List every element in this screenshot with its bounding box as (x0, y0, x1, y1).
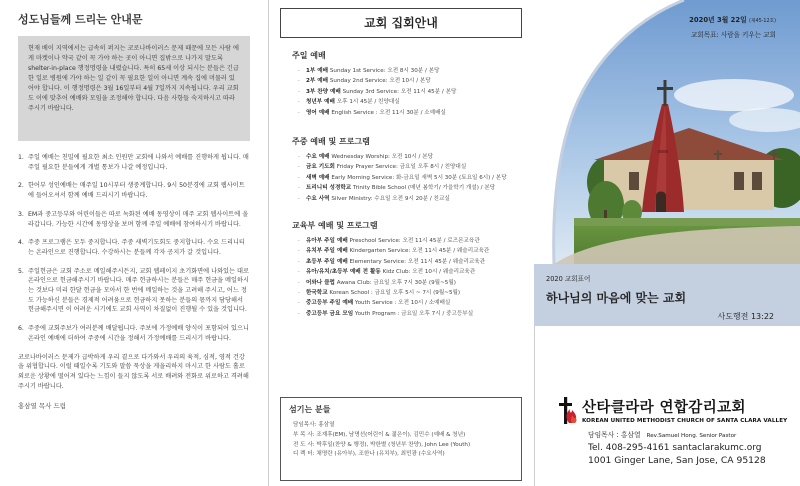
schedule-title: 교회 집회안내 (364, 16, 438, 30)
schedule-item-detail: English Service : 오전 11시 30분 / 소예배실 (331, 109, 446, 116)
schedule-item: · 중고등부 금요 모임 Youth Program : 금요일 오후 7시 / 중고등부실 (298, 310, 474, 317)
cross-and-flame-icon (556, 396, 580, 426)
schedule-item: · 초등부 주일 예배 Elementary Service: 오전 11시 45분 / 웨슬리교육관 (298, 258, 486, 265)
section-title: 교육부 예배 및 프로그램 (292, 221, 378, 230)
schedule-item-name: 수요 사역 (306, 195, 330, 202)
notice-intro-box (18, 36, 250, 141)
section-title: 주중 예배 및 프로그램 (292, 137, 370, 146)
church-motto: 교회목표: 사람을 키우는 교회 (691, 31, 776, 39)
notice-item (18, 210, 250, 229)
schedule-item-name: 청년부 예배 (306, 99, 335, 106)
schedule-item-detail: Wednesday Worship: 오전 10시 / 본당 (331, 154, 434, 160)
schedule-item-detail: Awana Club: 금요일 오후 7시 30분 (9월~5월) (336, 279, 456, 286)
schedule-item-detail: Youth Program : 금요일 오후 7시 / 중고등부실 (354, 310, 474, 317)
schedule-item: · 영어 예배 English Service : 오전 11시 30분 / 소예배실 (298, 109, 446, 116)
church-photo-image (534, 0, 800, 264)
notice-item-text: 주일헌금은 교회 주소로 메일해주시든지, 교회 웹페이지 초기화면에 나와있는 대로 온라인으로 헌금해주시기 바랍니다. 매주 헌금하시는 분들은 매주 헌금을 메일하시는 것보다 미리 한달 헌금을 모아서 한 번에 메일하는 것을 고려해 주시고, 어느 정도 가능하신 분들은 경제적 어려움으로 헌금하지 못하는 분들의 몫까지 담당해서 헌금해주시면 이 어려운 시기에도 교회 사역이 차질없이 진행될 수 있을 것입니다. (28, 267, 249, 314)
schedule-item-name: 2부 예배 (306, 78, 329, 85)
notice-signature: 홍삼열 목사 드림 (18, 402, 67, 411)
notice-item-number: 3. (18, 210, 24, 218)
schedule-item-detail: Silver Ministry: 수요일 오전 9시 20분 / 친교실 (331, 195, 450, 202)
notice-closing: 코로나바이러스 문제가 급박하게 우리 곁으로 다가와서 우리의 육적, 심적, 영적 건강을 위협합니다. 이럴 때일수록 기도와 말씀 묵상을 게을리하지 마시고 한 사람도 홀로 외로운 상황에 떨어져 있다는 느낌이 들지 않도록 서로 배려와 전화로 위로하고 격려해주시기 바랍니다. (18, 353, 249, 390)
notice-item-text: 주중 프로그램은 모두 중지합니다. 주중 새벽기도회도 중지합니다. 수요 드리니티는 온라인으로 진행합니다. 수강하시는 분들께 각자 공지가 갈 것입니다. (28, 239, 245, 256)
notice-item (18, 238, 250, 257)
schedule-item-detail: Sunday 3rd Service: 오전 11시 45분 / 본당 (342, 88, 457, 95)
section-title: 주일 예배 (292, 51, 326, 60)
schedule-item: · 트리니티 성경학교 Trinity Bible School (매년 봄학기/ 가을학기 개설) / 본당 (298, 185, 496, 192)
notice-item-number: 4. (18, 239, 24, 247)
schedule-item: · 한국학교 Korean School : 금요일 오후 5시 ~ 7시 (9월~5월) (298, 290, 461, 297)
schedule-item-detail: Korean School : 금요일 오후 5시 ~ 7시 (9월~5월) (329, 290, 461, 297)
schedule-item-name: 유치부 주일 예배 (306, 248, 348, 255)
schedule-item-detail: Youth Service : 오전 10시 / 소예배실 (354, 300, 451, 307)
cover-column (534, 0, 800, 486)
notice-item-text: EM과 중고등부와 어린이들은 따로 녹화된 예배 동영상이 매주 교회 웹사이트에 올라갑니다. 가능한 시간에 동영상을 보며 함께 주일 예배에 참여하시기 바랍니다. (28, 210, 249, 228)
notice-intro-text: 현재 베이 지역에서는 급속히 퍼지는 코로나바이러스 문제 때문에 모든 사람 에게 마켓이나 약국 같이 꼭 가야 하는 곳이 아니면 집밖으로 나가지 말도록 shelter-in-place 행정명령을 내렸습니다. 특히 65세 이상 되시는 분들은 긴급한 일로 병원에 가야 하는 일 같이 꼭 필요한 일이 아니면 계속 집에 머물러 있어야 합니다. 이 행정명령은 3월 16일부터 4월 7일까지 지속됩니다. 우리 교회도 이에 맞추어 예배와 모임을 조정해야 합니다. 다음 사항들 숙지하시고 따라 주시기 바랍니다. (28, 45, 239, 112)
notice-item-text: 주일 예배는 친밀에 필요한 최소 인원만 교회에 나와서 예배를 진행하게 됩니다. 매 주일 필요한 분들에게 개별 통보가 나갈 예정입니다. (28, 154, 249, 171)
notice-item-text: 주중에 교회주보가 여러분께 배달됩니다. 주보에 가정예배 양식이 포함되어 있으니 온라인 예배에 더하여 주중에 시간을 정해서 가정예배를 드리시기 바랍니다. (28, 325, 249, 342)
pastor-korean: 담임목사 : 홍삼열 (588, 431, 641, 439)
notice-item-number: 6. (18, 325, 24, 333)
church-name-korean: 산타클라라 연합감리교회 (582, 400, 746, 416)
schedule-item-name: 1부 예배 (306, 68, 329, 74)
notice-item (18, 324, 250, 343)
notice-column (0, 0, 268, 486)
contact-line: Tel. 408-295-4161 santaclarakumc.org (588, 443, 762, 453)
schedule-item-name: 유아부 주일 예배 (306, 238, 348, 244)
schedule-item: · 유치부 주일 예배 Kindergarten Service: 오전 11시 45분 / 웨슬리교육관 (298, 248, 490, 255)
schedule-title-box (280, 8, 522, 38)
schedule-item-name: 트리니티 성경학교 (306, 185, 352, 192)
schedule-item: · 수요 예배 Wednesday Worship: 오전 10시 / 본당 (298, 154, 434, 160)
schedule-item-name: 새벽 예배 (306, 174, 330, 181)
staff-line: 담임목사: 홍삼열 (293, 422, 335, 428)
theme-title: 하나님의 마음에 맞는 교회 (546, 291, 687, 305)
staff-box (280, 397, 522, 481)
pastor-line (588, 429, 736, 439)
schedule-item: · 3부 찬양 예배 Sunday 3rd Service: 오전 11시 45분 / 본당 (298, 88, 457, 95)
notice-item (18, 153, 250, 172)
schedule-item: · 수요 사역 Silver Ministry: 수요일 오전 9시 20분 / 친교실 (298, 195, 450, 202)
education-program-section (292, 220, 522, 319)
schedule-item: · 어와나 클럽 Awana Club: 금요일 오후 7시 30분 (9월~5월) (298, 279, 456, 286)
schedule-item-detail: Sunday 2nd Service: 오전 10시 / 본당 (329, 78, 431, 85)
schedule-item-detail: Early Morning Service: 화-금요일 새벽 5시 30분 (토요일 6시) / 본당 (331, 174, 507, 181)
staff-line: 디 렉 터: 채명란 (유아부), 조한나 (유치부), 최민광 (수요사역) (293, 451, 445, 458)
notice-item (18, 267, 250, 316)
schedule-item-name: 중고등부 주일 예배 (306, 300, 354, 307)
sunday-worship-section (292, 50, 522, 118)
theme-scripture-reference: 사도행전 13:22 (717, 312, 774, 321)
bulletin-date-text: 2020년 3월 22일 (689, 16, 747, 24)
schedule-item: · 2부 예배 Sunday 2nd Service: 오전 10시 / 본당 (298, 78, 431, 85)
weekday-program-section (292, 136, 522, 204)
notice-list (18, 153, 250, 344)
notice-item-number: 1. (18, 154, 24, 161)
schedule-item: · 유아/유치/초등부 예배 전 활동 Kidz Club: 오전 10시 / 웨슬리교육관 (298, 269, 476, 276)
staff-line: 부 목 사: 조재후(EM), 남명선(어린이 & 젊은이), 김민수 (예배 & 청년) (293, 431, 466, 438)
schedule-item: · 새벽 예배 Early Morning Service: 화-금요일 새벽 5시 30분 (토요일 6시) / 본당 (298, 174, 507, 181)
schedule-item-name: 어와나 클럽 (306, 279, 335, 286)
schedule-item-name: 3부 찬양 예배 (306, 88, 341, 95)
staff-line: 전 도 사: 박후일(찬양 & 행정), 박한별 (청년부 찬양), John Lee (Youth) (293, 441, 471, 448)
notice-item-number: 5. (18, 267, 24, 275)
bulletin-date (689, 14, 776, 24)
schedule-item: · 1부 예배 Sunday 1st Service: 오전 8시 30분 / 본당 (298, 68, 440, 74)
address-line: 1001 Ginger Lane, San Jose, CA 95128 (588, 455, 766, 466)
church-photo (534, 0, 800, 264)
schedule-item-name: 중고등부 금요 모임 (306, 310, 354, 317)
schedule-item: · 유아부 주일 예배 Preschool Service: 오전 11시 45분 / 로즈몬교육관 (298, 238, 480, 244)
schedule-item-name: 금요 기도회 (306, 164, 335, 171)
schedule-item-detail: Friday Prayer Service: 금요일 오후 8시 / 친양대실 (336, 164, 467, 171)
theme-label: 2020 교회표어 (546, 275, 591, 283)
staff-title: 섬기는 분들 (289, 405, 331, 414)
notice-item-text: 한어부 성인예배는 매주일 10시부터 생중계합니다. 9시 50분경에 교회 웹사이트에 들어오셔서 함께 예배 드리시기 바랍니다. (28, 182, 245, 200)
notice-item-number: 2. (18, 182, 24, 190)
schedule-item-detail: Elementary Service: 오전 11시 45분 / 웨슬리교육관 (349, 258, 486, 265)
schedule-item-detail: Kindergarten Service: 오전 11시 45분 / 웨슬리교육관 (349, 248, 490, 255)
schedule-item-detail: Kidz Club: 오전 10시 / 웨슬리교육관 (382, 269, 476, 276)
schedule-column (268, 0, 534, 486)
schedule-item-name: 수요 예배 (306, 154, 330, 160)
schedule-item: · 중고등부 주일 예배 Youth Service : 오전 10시 / 소예배실 (298, 300, 451, 307)
sermon-theme-box (534, 264, 800, 326)
schedule-item-detail: Preschool Service: 오전 11시 45분 / 로즈몬교육관 (349, 238, 480, 244)
pastor-english: Rev.Samuel Hong. Senior Pastor (646, 433, 737, 439)
schedule-item-detail: 오후 1시 45분 / 친양대실 (336, 99, 400, 106)
schedule-item-name: 유아/유치/초등부 예배 전 활동 (306, 269, 381, 276)
schedule-item-detail: Sunday 1st Service: 오전 8시 30분 / 본당 (329, 68, 440, 74)
church-name-english: KOREAN UNITED METHODIST CHURCH OF SANTA CLARA VALLEY (582, 418, 788, 424)
schedule-item: · 금요 기도회 Friday Prayer Service: 금요일 오후 8시 / 친양대실 (298, 164, 467, 171)
schedule-item-name: 영어 예배 (306, 109, 330, 116)
schedule-item-name: 한국학교 (306, 290, 328, 297)
notice-item (18, 181, 250, 200)
schedule-item: · 청년부 예배 오후 1시 45분 / 친양대실 (298, 99, 400, 106)
notice-title: 성도님들께 드리는 안내문 (18, 13, 143, 26)
schedule-item-detail: Trinity Bible School (매년 봄학기/ 가을학기 개설) / 본당 (352, 185, 496, 192)
bulletin-issue-number: (제45-12호) (749, 19, 776, 24)
schedule-item-name: 초등부 주일 예배 (306, 258, 348, 265)
